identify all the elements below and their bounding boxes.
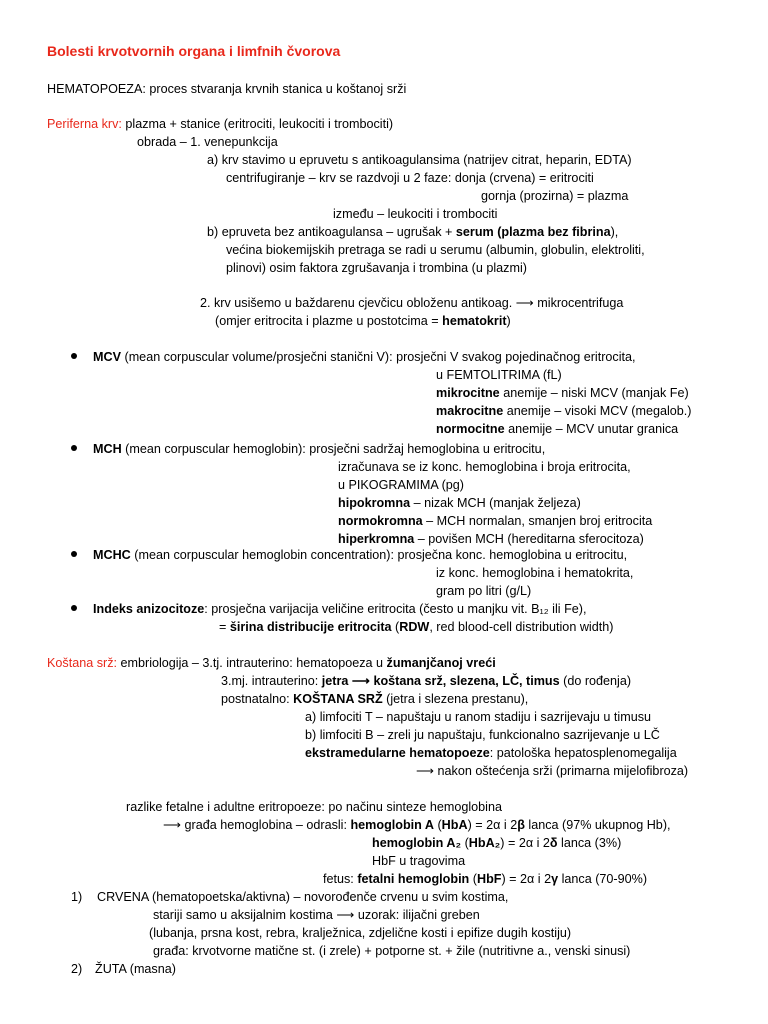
kostana-line-6: ekstramedularne hematopoeze: patološka hepatosplenomegalija	[305, 746, 677, 760]
bullet-icon	[71, 445, 77, 451]
periferna-line-1: Periferna krv: plazma + stanice (eritrociti, leukociti i trombociti)	[47, 117, 394, 131]
mcv-unit: u FEMTOLITRIMA (fL)	[436, 368, 562, 382]
mcv-item-1: mikrocitne anemije – niski MCV (manjak Fe)	[436, 386, 689, 400]
periferna-line-11: (omjer eritrocita i plazme u postotcima = hematokrit)	[215, 314, 511, 328]
list-number: 1)	[71, 890, 83, 904]
periferna-line-8: većina biokemijskih pretraga se radi u serumu (albumin, globulin, elektroliti,	[226, 243, 645, 257]
hematopoeza-definition: HEMATOPOEZA: proces stvaranja krvnih stanica u koštanoj srži	[47, 82, 407, 96]
bullet-icon	[71, 551, 77, 557]
indeks-line-2: = širina distribucije eritrocita (RDW, red blood-cell distribution width)	[219, 620, 614, 634]
mch-unit: u PIKOGRAMIMA (pg)	[338, 478, 464, 492]
periferna-line-9: plinovi) osim faktora zgrušavanja i trombina (u plazmi)	[226, 261, 527, 275]
periferna-line-4: centrifugiranje – krv se razdvoji u 2 faze: donja (crvena) = eritrociti	[226, 171, 594, 185]
mch-item-2: normokromna – MCH normalan, smanjen broj eritrocita	[338, 514, 653, 528]
razlike-line-4: HbF u tragovima	[372, 854, 466, 868]
periferna-line-2: obrada – 1. venepunkcija	[137, 135, 278, 149]
kostana-line-4: a) limfociti T – napuštaju u ranom stadiju i sazrijevaju u timusu	[305, 710, 652, 724]
mchc-line: MCHC (mean corpuscular hemoglobin concentration): prosječna konc. hemoglobina u eritrocitu,	[93, 548, 628, 562]
kostana-line-3: postnatalno: KOŠTANA SRŽ (jetra i slezena prestanu),	[221, 692, 529, 706]
mcv-item-3: normocitne anemije – MCV unutar granica	[436, 422, 679, 436]
periferna-line-6: između – leukociti i trombociti	[333, 207, 498, 221]
razlike-line-2: ⟶ građa hemoglobina – odrasli: hemoglobin A (HbA) = 2α i 2β lanca (97% ukupnog Hb),	[163, 818, 671, 832]
mch-item-3: hiperkromna – povišen MCH (hereditarna sferocitoza)	[338, 532, 644, 546]
mch-line-2: izračunava se iz konc. hemoglobina i broja eritrocita,	[338, 460, 631, 474]
kostana-line-7: ⟶ nakon oštećenja srži (primarna mijelofibroza)	[416, 764, 689, 778]
crvena-line-4: građa: krvotvorne matične st. (i zrele) + potporne st. + žile (nutritivne a., venski sinusi)	[153, 944, 631, 958]
periferna-line-7: b) epruveta bez antikoagulansa – ugrušak + serum (plazma bez fibrina),	[207, 225, 619, 239]
crvena-line-1: CRVENA (hematopoetska/aktivna) – novorođenče crvenu u svim kostima,	[97, 890, 509, 904]
razlike-line-1: razlike fetalne i adultne eritropoeze: po načinu sinteze hemoglobina	[126, 800, 502, 814]
crvena-line-3: (lubanja, prsna kost, rebra, kralježnica, zdjelične kosti i epifize dugih kostiju)	[149, 926, 572, 940]
kostana-line-5: b) limfociti B – zreli ju napuštaju, funkcionalno sazrijevanje u LČ	[305, 728, 660, 742]
bullet-icon	[71, 605, 77, 611]
crvena-line-2: stariji samo u aksijalnim kostima ⟶ uzorak: ilijačni greben	[153, 908, 480, 922]
kostana-line-1: Koštana srž: embriologija – 3.tj. intrauterino: hematopoeza u žumanjčanoj vreći	[47, 656, 496, 670]
periferna-line-5: gornja (prozirna) = plazma	[481, 189, 629, 203]
mchc-line-2: iz konc. hemoglobina i hematokrita,	[436, 566, 634, 580]
zuta-line: ŽUTA (masna)	[95, 962, 176, 976]
periferna-label: Periferna krv:	[47, 117, 122, 131]
kostana-line-2: 3.mj. intrauterino: jetra ⟶ koštana srž, slezena, LČ, timus (do rođenja)	[221, 674, 632, 688]
indeks-line: Indeks anizocitoze: prosječna varijacija veličine eritrocita (često u manjku vit. B₁₂ ili Fe),	[93, 602, 587, 616]
mchc-line-3: gram po litri (g/L)	[436, 584, 532, 598]
page-title: Bolesti krvotvornih organa i limfnih čvorova	[47, 43, 341, 59]
mcv-item-2: makrocitne anemije – visoki MCV (megalob.)	[436, 404, 692, 418]
mch-line: MCH (mean corpuscular hemoglobin): prosječni sadržaj hemoglobina u eritrocitu,	[93, 442, 546, 456]
kostana-label: Koštana srž:	[47, 656, 117, 670]
mcv-line: MCV (mean corpuscular volume/prosječni stanični V): prosječni V svakog pojedinačnog eritrocita,	[93, 350, 636, 364]
razlike-line-5: fetus: fetalni hemoglobin (HbF) = 2α i 2γ lanca (70-90%)	[323, 872, 648, 886]
bullet-icon	[71, 353, 77, 359]
periferna-line-3: a) krv stavimo u epruvetu s antikoagulansima (natrijev citrat, heparin, EDTA)	[207, 153, 632, 167]
mch-item-1: hipokromna – nizak MCH (manjak željeza)	[338, 496, 581, 510]
periferna-line-10: 2. krv usišemo u baždarenu cjevčicu obloženu antikoag. ⟶ mikrocentrifuga	[200, 296, 624, 310]
razlike-line-3: hemoglobin A₂ (HbA₂) = 2α i 2δ lanca (3%)	[372, 836, 622, 850]
list-number: 2)	[71, 962, 83, 976]
